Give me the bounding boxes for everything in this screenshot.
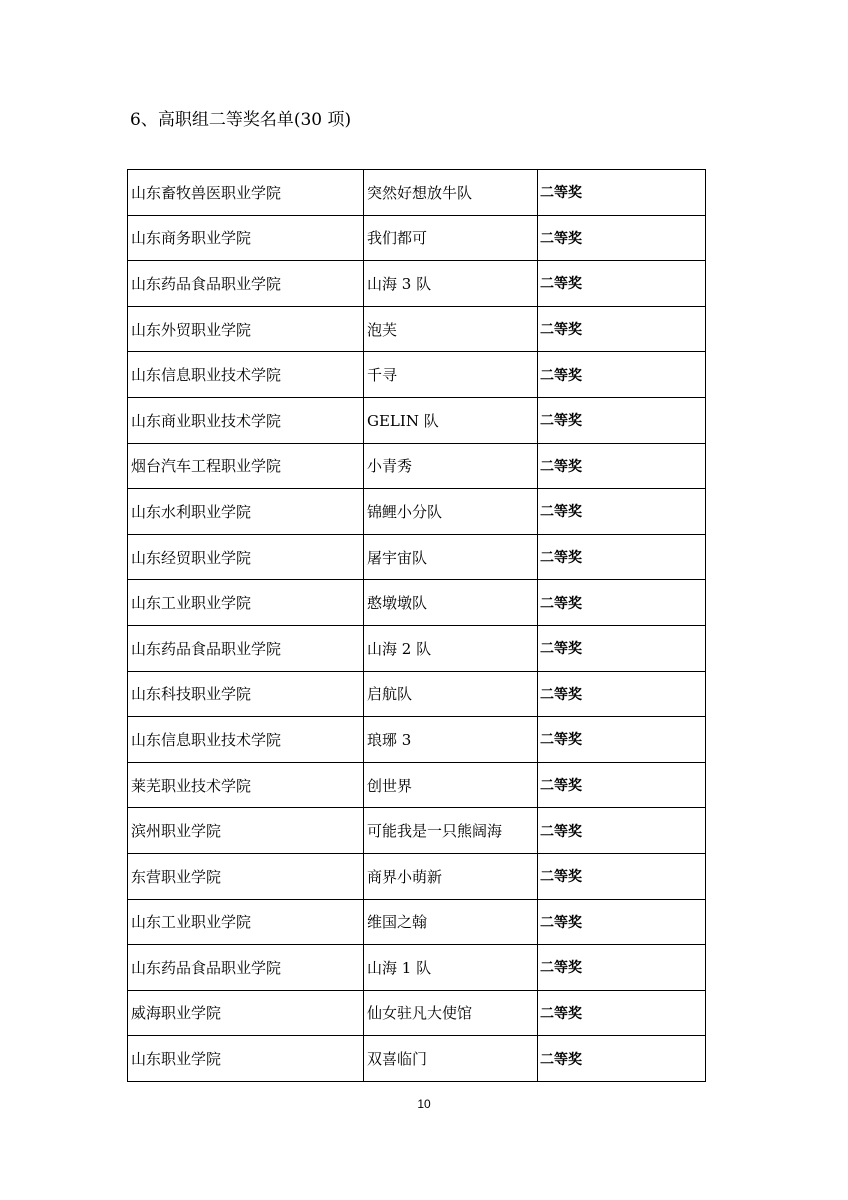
table-row	[128, 397, 706, 443]
table-row	[128, 671, 706, 717]
table-row	[128, 306, 706, 352]
award-cell: 二等奖	[538, 215, 706, 261]
table-row	[128, 990, 706, 1036]
award-cell: 二等奖	[538, 443, 706, 489]
table-row	[128, 170, 706, 216]
award-table	[127, 169, 706, 1082]
award-cell: 二等奖	[538, 671, 706, 717]
table-row	[128, 762, 706, 808]
table-row	[128, 899, 706, 945]
award-cell: 二等奖	[538, 306, 706, 352]
table-row	[128, 808, 706, 854]
school-cell: 山东外贸职业学院	[128, 306, 364, 352]
team-cell: 双喜临门	[364, 1036, 538, 1082]
award-cell: 二等奖	[538, 945, 706, 991]
award-cell: 二等奖	[538, 397, 706, 443]
award-cell: 二等奖	[538, 808, 706, 854]
team-cell: 屠宇宙队	[364, 534, 538, 580]
table-row	[128, 261, 706, 307]
team-cell: 锦鲤小分队	[364, 489, 538, 535]
team-cell: 泡芙	[364, 306, 538, 352]
table-row	[128, 580, 706, 626]
team-cell: 商界小萌新	[364, 853, 538, 899]
award-cell: 二等奖	[538, 580, 706, 626]
award-cell: 二等奖	[538, 261, 706, 307]
school-cell: 山东职业学院	[128, 1036, 364, 1082]
team-cell: 仙女驻凡大使馆	[364, 990, 538, 1036]
team-cell: 憨墩墩队	[364, 580, 538, 626]
school-cell: 山东药品食品职业学院	[128, 261, 364, 307]
school-cell: 山东商务职业学院	[128, 215, 364, 261]
school-cell: 山东信息职业技术学院	[128, 717, 364, 763]
school-cell: 威海职业学院	[128, 990, 364, 1036]
school-cell: 山东工业职业学院	[128, 580, 364, 626]
team-cell: 创世界	[364, 762, 538, 808]
team-cell: 千寻	[364, 352, 538, 398]
team-cell: 山海 2 队	[364, 625, 538, 671]
school-cell: 山东药品食品职业学院	[128, 945, 364, 991]
award-cell: 二等奖	[538, 717, 706, 763]
section-heading: 6、高职组二等奖名单(30 项)	[130, 110, 352, 130]
team-cell: 山海 1 队	[364, 945, 538, 991]
team-cell: 启航队	[364, 671, 538, 717]
award-cell: 二等奖	[538, 762, 706, 808]
award-cell: 二等奖	[538, 352, 706, 398]
award-cell: 二等奖	[538, 1036, 706, 1082]
award-cell: 二等奖	[538, 170, 706, 216]
school-cell: 烟台汽车工程职业学院	[128, 443, 364, 489]
page-number: 10	[417, 1097, 431, 1111]
award-cell: 二等奖	[538, 990, 706, 1036]
school-cell: 山东经贸职业学院	[128, 534, 364, 580]
team-cell: 突然好想放牛队	[364, 170, 538, 216]
award-cell: 二等奖	[538, 899, 706, 945]
team-cell: GELIN 队	[364, 397, 538, 443]
team-cell: 我们都可	[364, 215, 538, 261]
team-cell: 小青秀	[364, 443, 538, 489]
school-cell: 山东水利职业学院	[128, 489, 364, 535]
award-table-body	[128, 170, 706, 1082]
award-cell: 二等奖	[538, 625, 706, 671]
table-row	[128, 853, 706, 899]
table-row	[128, 443, 706, 489]
school-cell: 山东科技职业学院	[128, 671, 364, 717]
school-cell: 山东工业职业学院	[128, 899, 364, 945]
school-cell: 山东信息职业技术学院	[128, 352, 364, 398]
school-cell: 东营职业学院	[128, 853, 364, 899]
team-cell: 山海 3 队	[364, 261, 538, 307]
school-cell: 山东畜牧兽医职业学院	[128, 170, 364, 216]
table-row	[128, 352, 706, 398]
team-cell: 维国之翰	[364, 899, 538, 945]
table-row	[128, 489, 706, 535]
table-row	[128, 945, 706, 991]
table-row	[128, 625, 706, 671]
table-row	[128, 534, 706, 580]
award-cell: 二等奖	[538, 853, 706, 899]
school-cell: 滨州职业学院	[128, 808, 364, 854]
award-cell: 二等奖	[538, 489, 706, 535]
school-cell: 莱芜职业技术学院	[128, 762, 364, 808]
team-cell: 可能我是一只熊阔海	[364, 808, 538, 854]
table-row	[128, 717, 706, 763]
school-cell: 山东商业职业技术学院	[128, 397, 364, 443]
team-cell: 琅琊 3	[364, 717, 538, 763]
table-row	[128, 215, 706, 261]
school-cell: 山东药品食品职业学院	[128, 625, 364, 671]
award-cell: 二等奖	[538, 534, 706, 580]
table-row	[128, 1036, 706, 1082]
